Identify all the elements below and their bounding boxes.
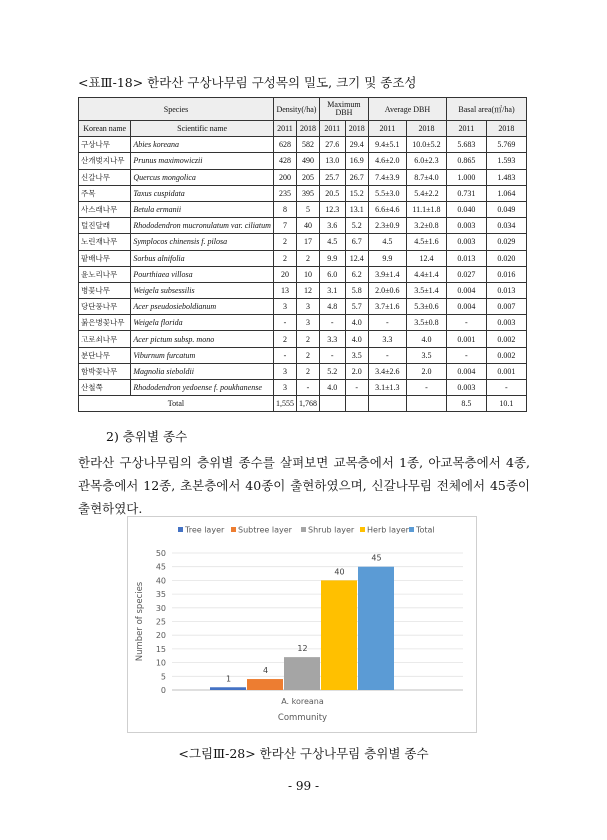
scientific-name-cell: Symplocos chinensis f. pilosa — [131, 234, 274, 250]
table-row — [79, 201, 527, 217]
value-cell: - — [345, 380, 368, 396]
header-species: Species — [79, 98, 274, 121]
value-cell: - — [447, 347, 487, 363]
value-cell: 3 — [296, 315, 319, 331]
species-table — [78, 97, 527, 412]
y-tick-label: 50 — [155, 549, 166, 558]
scientific-name-cell: Weigela florida — [131, 315, 274, 331]
data-label: 45 — [371, 553, 382, 563]
value-cell: 12.3 — [319, 201, 345, 217]
scientific-name-cell: Acer pictum subsp. mono — [131, 331, 274, 347]
scientific-name-cell: Taxus cuspidata — [131, 185, 274, 201]
value-cell: 2.0 — [345, 363, 368, 379]
table-row — [79, 218, 527, 234]
value-cell: 0.027 — [447, 266, 487, 282]
header-scientific-name: Scientific name — [131, 121, 274, 137]
value-cell: 3.2±0.8 — [406, 218, 446, 234]
header-korean-name: Korean name — [79, 121, 131, 137]
korean-name-cell: 산개벚지나무 — [79, 153, 131, 169]
header-year: 2018 — [406, 121, 446, 137]
total-empty — [319, 396, 345, 412]
value-cell: 8 — [273, 201, 296, 217]
value-cell: 6.2 — [345, 266, 368, 282]
value-cell: 13.1 — [345, 201, 368, 217]
legend-swatch — [360, 527, 365, 532]
category-label: A. koreana — [281, 697, 324, 706]
y-tick-label: 45 — [155, 562, 166, 572]
value-cell: 2 — [273, 234, 296, 250]
table-caption: <표Ⅲ-18> 한라산 구상나무림 구성목의 밀도, 크기 및 종조성 — [78, 75, 417, 90]
table-row — [79, 282, 527, 298]
value-cell: 0.007 — [486, 299, 526, 315]
value-cell: 0.013 — [486, 282, 526, 298]
total-density-2018: 1,768 — [296, 396, 319, 412]
value-cell: 25.7 — [319, 169, 345, 185]
data-label: 12 — [297, 644, 308, 654]
value-cell: 5.8 — [345, 282, 368, 298]
value-cell: 3 — [273, 380, 296, 396]
value-cell: 3.1±1.3 — [368, 380, 406, 396]
table-row — [79, 331, 527, 347]
korean-name-cell: 분단나무 — [79, 347, 131, 363]
header-density: Density(/ha) — [273, 98, 319, 121]
bar-subtree-layer — [247, 679, 283, 690]
value-cell: 205 — [296, 169, 319, 185]
y-tick-label: 20 — [155, 631, 166, 641]
total-empty — [368, 396, 406, 412]
scientific-name-cell: Rhododendron mucronulatum var. ciliatum — [131, 218, 274, 234]
value-cell: - — [486, 380, 526, 396]
value-cell: 0.731 — [447, 185, 487, 201]
korean-name-cell: 산철쭉 — [79, 380, 131, 396]
value-cell: 5.769 — [486, 137, 526, 153]
bar-total — [358, 567, 394, 690]
y-tick-label: 40 — [155, 576, 166, 586]
value-cell: - — [319, 347, 345, 363]
scientific-name-cell: Betula ermanii — [131, 201, 274, 217]
value-cell: 4.4±1.4 — [406, 266, 446, 282]
figure-caption: <그림Ⅲ-28> 한라산 구상나무림 층위별 종수 — [178, 746, 429, 761]
value-cell: 0.013 — [447, 250, 487, 266]
value-cell: - — [406, 380, 446, 396]
value-cell: 10 — [296, 266, 319, 282]
korean-name-cell: 신갈나무 — [79, 169, 131, 185]
value-cell: 235 — [273, 185, 296, 201]
korean-name-cell: 붉은병꽃나무 — [79, 315, 131, 331]
value-cell: 2 — [296, 363, 319, 379]
table-row — [79, 380, 527, 396]
data-label: 40 — [334, 567, 345, 577]
value-cell: 3.7±1.6 — [368, 299, 406, 315]
legend-label: Shrub layer — [308, 525, 355, 535]
total-label: Total — [79, 396, 274, 412]
value-cell: - — [296, 380, 319, 396]
value-cell: - — [368, 315, 406, 331]
value-cell: 0.003 — [447, 380, 487, 396]
value-cell: 0.002 — [486, 347, 526, 363]
value-cell: 0.020 — [486, 250, 526, 266]
value-cell: 12 — [296, 282, 319, 298]
value-cell: 0.003 — [486, 315, 526, 331]
value-cell: 490 — [296, 153, 319, 169]
korean-name-cell: 팥배나무 — [79, 250, 131, 266]
scientific-name-cell: Quercus mongolica — [131, 169, 274, 185]
legend-swatch — [231, 527, 236, 532]
korean-name-cell: 사스래나무 — [79, 201, 131, 217]
value-cell: 2 — [273, 250, 296, 266]
value-cell: 3.6 — [319, 218, 345, 234]
y-axis-title: Number of species — [135, 581, 145, 662]
value-cell: 10.0±5.2 — [406, 137, 446, 153]
table-row — [79, 234, 527, 250]
korean-name-cell: 함박꽃나무 — [79, 363, 131, 379]
value-cell: 7 — [273, 218, 296, 234]
value-cell: 5.4±2.2 — [406, 185, 446, 201]
value-cell: 17 — [296, 234, 319, 250]
scientific-name-cell: Rhododendron yedoense f. poukhanense — [131, 380, 274, 396]
value-cell: 13.0 — [319, 153, 345, 169]
scientific-name-cell: Acer pseudosieboldianum — [131, 299, 274, 315]
legend-swatch — [301, 527, 306, 532]
value-cell: 628 — [273, 137, 296, 153]
korean-name-cell: 털진달래 — [79, 218, 131, 234]
value-cell: 2 — [296, 347, 319, 363]
value-cell: 6.0±2.3 — [406, 153, 446, 169]
table-row — [79, 137, 527, 153]
value-cell: 4.0 — [319, 380, 345, 396]
value-cell: 2.0±0.6 — [368, 282, 406, 298]
bar-herb-layer — [321, 580, 357, 690]
body-paragraph: 한라산 구상나무림의 층위별 종수를 살펴보면 교목층에서 1종, 아교목층에서 4종, 관목층에서 12종, 초본층에서 40종이 출현하였으며, 신갈나무림 전체에서 45종이 출현하였다. — [78, 455, 530, 516]
value-cell: 4.5 — [368, 234, 406, 250]
header-year: 2018 — [296, 121, 319, 137]
korean-name-cell: 고로쇠나무 — [79, 331, 131, 347]
value-cell: 20 — [273, 266, 296, 282]
value-cell: 3.3 — [368, 331, 406, 347]
legend-label: Subtree layer — [238, 525, 292, 535]
legend-label: Total — [416, 525, 435, 535]
total-basal-2018: 10.1 — [486, 396, 526, 412]
header-basal-area: Basal area(㎡/ha) — [447, 98, 527, 121]
table-row — [79, 347, 527, 363]
value-cell: 12.4 — [345, 250, 368, 266]
value-cell: 3 — [273, 299, 296, 315]
value-cell: 20.5 — [319, 185, 345, 201]
value-cell: 428 — [273, 153, 296, 169]
legend-label: Herb layer — [367, 525, 409, 535]
chart-canvas — [128, 517, 476, 732]
y-tick-label: 30 — [155, 603, 166, 613]
value-cell: 27.6 — [319, 137, 345, 153]
value-cell: 0.003 — [447, 218, 487, 234]
korean-name-cell: 병꽃나무 — [79, 282, 131, 298]
value-cell: 4.5 — [319, 234, 345, 250]
scientific-name-cell: Abies koreana — [131, 137, 274, 153]
total-empty — [406, 396, 446, 412]
korean-name-cell: 주목 — [79, 185, 131, 201]
value-cell: 2 — [296, 331, 319, 347]
value-cell: 0.034 — [486, 218, 526, 234]
korean-name-cell: 구상나무 — [79, 137, 131, 153]
table-row — [79, 153, 527, 169]
total-basal-2011: 8.5 — [447, 396, 487, 412]
header-year: 2011 — [273, 121, 296, 137]
header-avg-dbh: Average DBH — [368, 98, 446, 121]
value-cell: 3.5 — [406, 347, 446, 363]
value-cell: 0.004 — [447, 282, 487, 298]
data-label: 4 — [262, 666, 269, 676]
y-tick-label: 5 — [160, 672, 166, 682]
scientific-name-cell: Pourthiaea villosa — [131, 266, 274, 282]
value-cell: 3 — [296, 299, 319, 315]
value-cell: 0.016 — [486, 266, 526, 282]
header-max-dbh: Maximum DBH — [319, 98, 368, 121]
value-cell: - — [273, 347, 296, 363]
value-cell: 7.4±3.9 — [368, 169, 406, 185]
value-cell: 0.001 — [486, 363, 526, 379]
value-cell: 3.3 — [319, 331, 345, 347]
value-cell: 12.4 — [406, 250, 446, 266]
value-cell: 5.5±3.0 — [368, 185, 406, 201]
value-cell: 9.9 — [319, 250, 345, 266]
value-cell: 29.4 — [345, 137, 368, 153]
korean-name-cell: 윤노리나무 — [79, 266, 131, 282]
table-row — [79, 363, 527, 379]
table-row — [79, 299, 527, 315]
scientific-name-cell: Weigela subsessilis — [131, 282, 274, 298]
value-cell: 13 — [273, 282, 296, 298]
value-cell: 3.5 — [345, 347, 368, 363]
bar-tree-layer — [210, 687, 246, 690]
header-year: 2018 — [345, 121, 368, 137]
table-total-row — [79, 396, 527, 412]
value-cell: 3.4±2.6 — [368, 363, 406, 379]
value-cell: 6.0 — [319, 266, 345, 282]
table-row — [79, 266, 527, 282]
value-cell: - — [319, 315, 345, 331]
value-cell: 4.0 — [345, 331, 368, 347]
value-cell: 5.2 — [319, 363, 345, 379]
y-tick-label: 35 — [155, 590, 166, 600]
page-number: - 99 - — [287, 779, 319, 793]
korean-name-cell: 당단풍나무 — [79, 299, 131, 315]
scientific-name-cell: Sorbus alnifolia — [131, 250, 274, 266]
value-cell: 395 — [296, 185, 319, 201]
y-tick-label: 10 — [155, 658, 166, 668]
value-cell: 1.483 — [486, 169, 526, 185]
value-cell: 0.003 — [447, 234, 487, 250]
value-cell: 2.0 — [406, 363, 446, 379]
value-cell: 3.1 — [319, 282, 345, 298]
value-cell: 1.593 — [486, 153, 526, 169]
table-row — [79, 315, 527, 331]
value-cell: 6.7 — [345, 234, 368, 250]
value-cell: 4.0 — [345, 315, 368, 331]
header-year: 2011 — [368, 121, 406, 137]
table-body — [79, 137, 527, 396]
value-cell: 3.5±0.8 — [406, 315, 446, 331]
value-cell: 1.064 — [486, 185, 526, 201]
x-axis-title: Community — [277, 713, 328, 723]
value-cell: 2 — [273, 331, 296, 347]
scientific-name-cell: Prunus maximowiczii — [131, 153, 274, 169]
data-label: 1 — [225, 674, 232, 684]
value-cell: 3.9±1.4 — [368, 266, 406, 282]
value-cell: 11.1±1.8 — [406, 201, 446, 217]
header-year: 2018 — [486, 121, 526, 137]
value-cell: 0.049 — [486, 201, 526, 217]
scientific-name-cell: Viburnum furcatum — [131, 347, 274, 363]
legend-swatch — [178, 527, 183, 532]
value-cell: 5.3±0.6 — [406, 299, 446, 315]
value-cell: - — [368, 347, 406, 363]
value-cell: 3.5±1.4 — [406, 282, 446, 298]
header-year: 2011 — [447, 121, 487, 137]
value-cell: 582 — [296, 137, 319, 153]
table-row — [79, 185, 527, 201]
value-cell: 5.7 — [345, 299, 368, 315]
species-count-chart — [127, 516, 477, 733]
value-cell: 4.8 — [319, 299, 345, 315]
value-cell: 2 — [296, 250, 319, 266]
bar-shrub-layer — [284, 657, 320, 690]
value-cell: 0.001 — [447, 331, 487, 347]
scientific-name-cell: Magnolia sieboldii — [131, 363, 274, 379]
value-cell: 9.4±5.1 — [368, 137, 406, 153]
value-cell: 4.6±2.0 — [368, 153, 406, 169]
value-cell: 9.9 — [368, 250, 406, 266]
value-cell: 3 — [273, 363, 296, 379]
value-cell: 0.002 — [486, 331, 526, 347]
value-cell: 0.004 — [447, 363, 487, 379]
header-year: 2011 — [319, 121, 345, 137]
value-cell: 2.3±0.9 — [368, 218, 406, 234]
value-cell: 8.7±4.0 — [406, 169, 446, 185]
total-density-2011: 1,555 — [273, 396, 296, 412]
value-cell: - — [447, 315, 487, 331]
y-tick-label: 0 — [160, 686, 166, 695]
value-cell: 40 — [296, 218, 319, 234]
table-row — [79, 169, 527, 185]
total-empty — [345, 396, 368, 412]
value-cell: - — [273, 315, 296, 331]
value-cell: 16.9 — [345, 153, 368, 169]
value-cell: 5.2 — [345, 218, 368, 234]
table-row — [79, 250, 527, 266]
value-cell: 200 — [273, 169, 296, 185]
legend-label: Tree layer — [185, 525, 225, 535]
section-heading: 2) 층위별 종수 — [106, 429, 188, 444]
value-cell: 15.2 — [345, 185, 368, 201]
legend-swatch — [409, 527, 414, 532]
value-cell: 5 — [296, 201, 319, 217]
value-cell: 0.865 — [447, 153, 487, 169]
value-cell: 5.683 — [447, 137, 487, 153]
value-cell: 0.029 — [486, 234, 526, 250]
y-tick-label: 25 — [155, 617, 166, 627]
value-cell: 26.7 — [345, 169, 368, 185]
value-cell: 6.6±4.6 — [368, 201, 406, 217]
value-cell: 4.0 — [406, 331, 446, 347]
y-tick-label: 15 — [155, 644, 166, 654]
value-cell: 1.000 — [447, 169, 487, 185]
value-cell: 4.5±1.6 — [406, 234, 446, 250]
korean-name-cell: 노린재나무 — [79, 234, 131, 250]
value-cell: 0.040 — [447, 201, 487, 217]
value-cell: 0.004 — [447, 299, 487, 315]
